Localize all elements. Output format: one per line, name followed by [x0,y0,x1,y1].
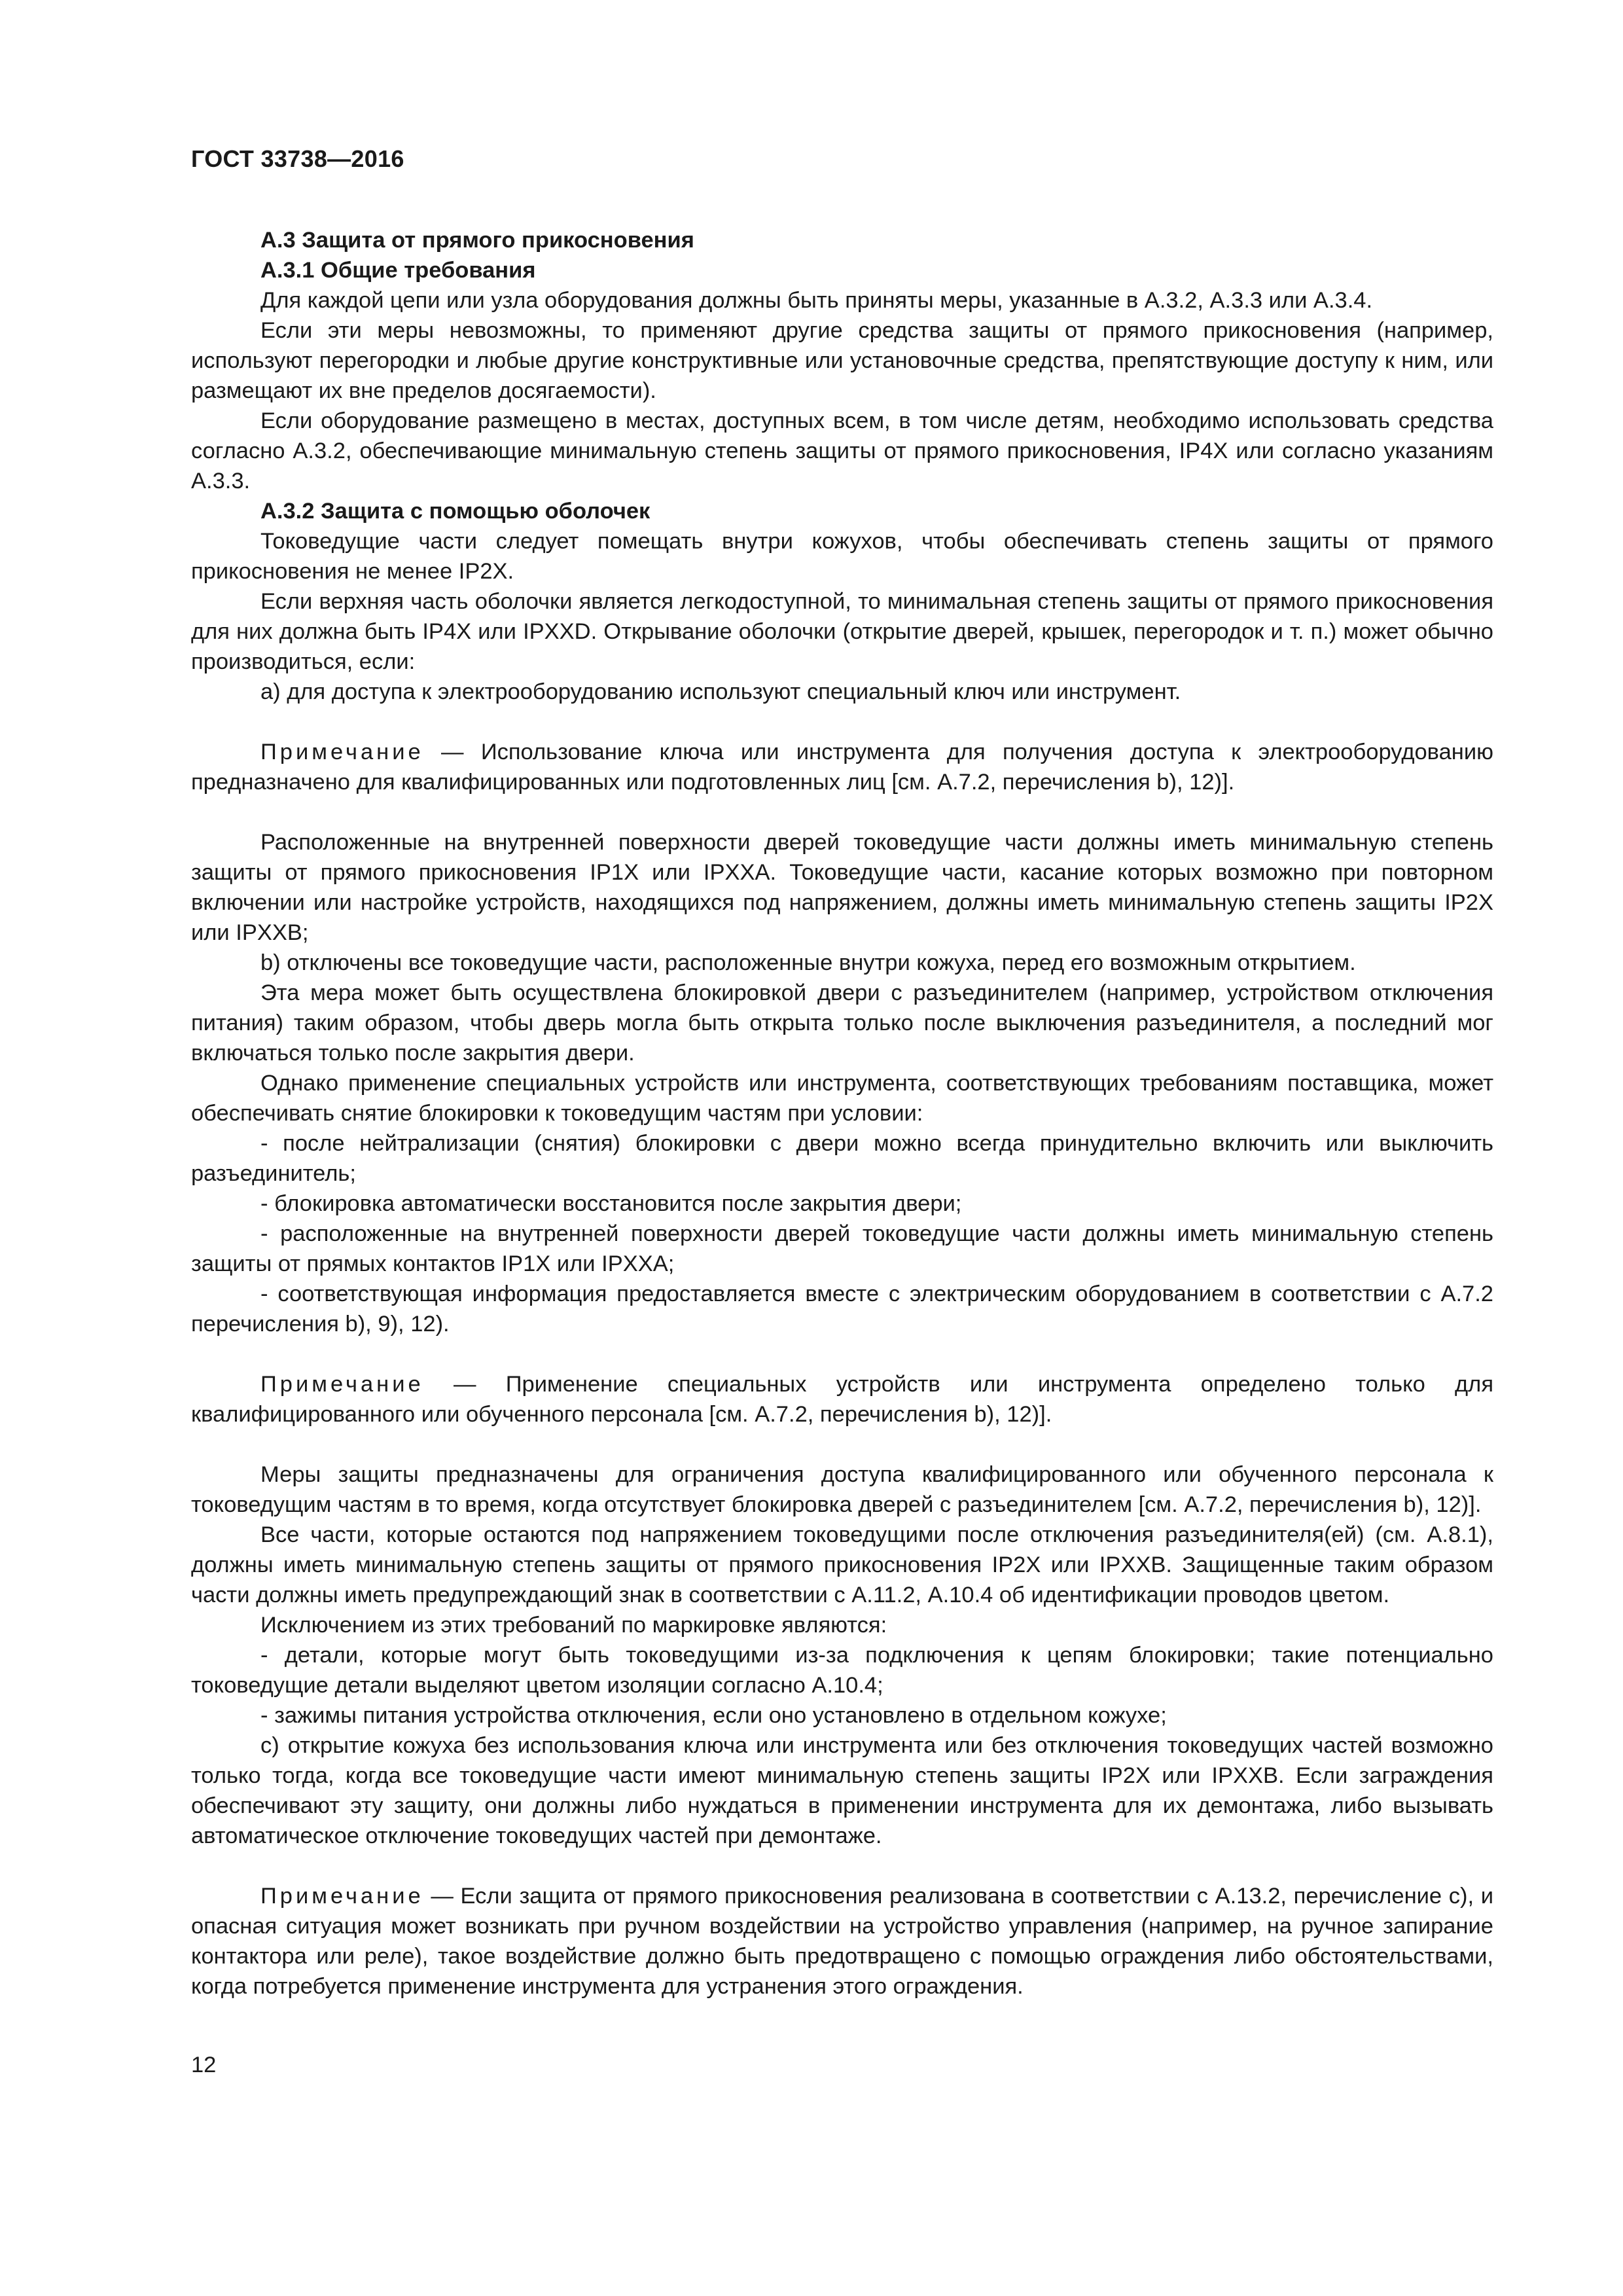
note-label: Примечание [260,740,424,764]
list-item: с) открытие кожуха без использования ключа или инструмента или без отключения токоведущих частей возможно только тогда, когда все токоведущие части имеют минимальную степень защиты IP2X или IPXXB. Если заграждения обеспечивают эту защиту, они должны либо нуждаться в применении инструмента для их демонтажа, либо вызывать автоматическое отключение токоведущих частей при демонтаже. [191,1733,1493,1848]
note-dash: — [423,1372,506,1397]
paragraph: Если верхняя часть оболочки является легкодоступной, то минимальная степень защиты от прямого прикосновения для них должна быть IP4X или IPXXD. Открывание оболочки (открытие дверей, крышек, перегородок и т. п.) может обычно производиться, если: [191,589,1493,674]
list-item: - соответствующая информация предоставляется вместе с электрическим оборудованием в соответствии с А.7.2 перечисления b), 9), 12). [191,1282,1493,1336]
list-item: - блокировка автоматически восстановится после закрытия двери; [260,1191,962,1216]
list-item: а) для доступа к электрооборудованию используют специальный ключ или инструмент. [260,679,1181,704]
paragraph: Расположенные на внутренней поверхности дверей токоведущие части должны иметь минимальную степень защиты от прямого прикосновения IP1X или IPXXA. Токоведущие части, касание которых возможно при повторном включении или настройке устройств, находящихся под напряжением, должны иметь минимальную степень защиты IP2X или IPXXB; [191,830,1493,945]
paragraph: Эта мера может быть осуществлена блокировкой двери с разъединителем (например, устройством отключения питания) таким образом, чтобы дверь могла быть открыта только после выключения разъединителя, а последний мог включаться только после закрытия двери. [191,980,1493,1066]
paragraph: Однако применение специальных устройств или инструмента, соответствующих требованиям поставщика, может обеспечивать снятие блокировки к токоведущим частям при условии: [191,1071,1493,1126]
note-2 [191,1369,1493,1429]
list-item: b) отключены все токоведущие части, расположенные внутри кожуха, перед его возможным открытием. [260,950,1356,975]
list-item: - расположенные на внутренней поверхности дверей токоведущие части должны иметь минимальную степень защиты от прямых контактов IP1X или IPXXA; [191,1221,1493,1276]
note-dash: — [423,740,481,764]
note-dash: — [423,1884,461,1909]
section-a31-title: А.3.1 Общие требования [260,258,536,283]
document-body [191,225,1493,2032]
list-item: - после нейтрализации (снятия) блокировки с двери можно всегда принудительно включить или выключить разъединитель; [191,1131,1493,1186]
paragraph: Для каждой цепи или узла оборудования должны быть приняты меры, указанные в А.3.2, А.3.3 или А.3.4. [260,288,1373,313]
paragraph: Токоведущие части следует помещать внутри кожухов, чтобы обеспечивать степень защиты от прямого прикосновения не менее IP2X. [191,529,1493,584]
paragraph: Все части, которые остаются под напряжением токоведущими после отключения разъединителя(ей) (см. А.8.1), должны иметь минимальную степень защиты от прямого прикосновения IP2X или IPXXB. Защищенные таким образом части должны иметь предупреждающий знак в соответствии с А.11.2, А.10.4 об идентификации проводов цветом. [191,1522,1493,1607]
section-a3-title: А.3 Защита от прямого прикосновения [260,228,694,253]
paragraph: Если эти меры невозможны, то применяют другие средства защиты от прямого прикосновения (например, используют перегородки и любые другие конструктивные или установочные средства, препятствующие доступу к ним, или размещают их вне пределов досягаемости). [191,318,1493,403]
paragraph: Если оборудование размещено в местах, доступных всем, в том числе детям, необходимо использовать средства согласно А.3.2, обеспечивающие минимальную степень защиты от прямого прикосновения, IP4X или согласно указаниям А.3.3. [191,408,1493,493]
note-3 [191,1881,1493,2001]
list-item: - зажимы питания устройства отключения, если оно установлено в отдельном кожухе; [260,1703,1167,1728]
document-header: ГОСТ 33738—2016 [191,145,404,172]
note-text: Использование ключа или инструмента для получения доступа к электрооборудованию предназначено для квалифицированных или подготовленных лиц [см. А.7.2, перечисления b), 12)]. [191,740,1493,795]
list-item: - детали, которые могут быть токоведущими из-за подключения к цепям блокировки; такие потенциально токоведущие детали выделяют цветом изоляции согласно А.10.4; [191,1643,1493,1698]
paragraph: Меры защиты предназначены для ограничения доступа квалифицированного или обученного персонала к токоведущим частям в то время, когда отсутствует блокировка дверей с разъединителем [см. А.7.2, перечисления b), 12)]. [191,1462,1493,1517]
note-text: Применение специальных устройств или инструмента определено только для квалифицированного или обученного персонала [см. А.7.2, перечисления b), 12)]. [191,1372,1493,1427]
note-label: Примечание [260,1372,424,1397]
note-label: Примечание [260,1884,424,1909]
section-a32-title: А.3.2 Защита с помощью оболочек [260,499,651,524]
page-number: 12 [191,2053,217,2077]
note-text: Если защита от прямого прикосновения реализована в соответствии с А.13.2, перечисление с), и опасная ситуация может возникать при ручном воздействии на устройство управления (например, на ручное запирание контактора или реле), такое воздействие должно быть предотвращено с помощью ограждения либо обстоятельствами, когда потребуется применение инструмента для устранения этого ограждения. [191,1884,1493,1999]
paragraph: Исключением из этих требований по маркировке являются: [260,1613,887,1638]
note-1 [191,737,1493,797]
